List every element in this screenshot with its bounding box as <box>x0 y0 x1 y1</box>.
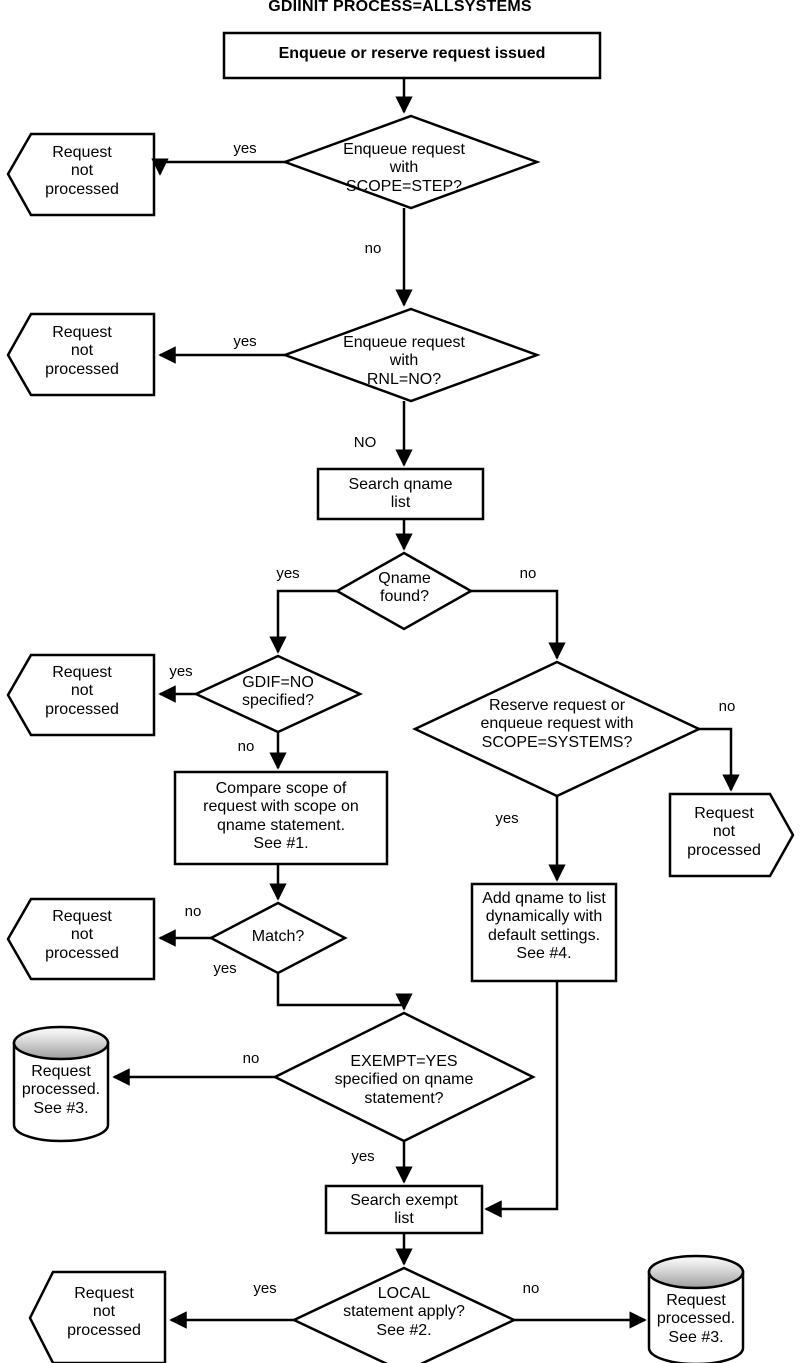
node-terminator-6 <box>30 1272 165 1363</box>
node-decision-match-label: Match? <box>251 928 305 945</box>
edge-label-d3-yes: yes <box>276 565 300 582</box>
node-terminator-3 <box>8 655 154 735</box>
node-search-qname-list-label: Search qname list <box>348 476 453 512</box>
node-decision-scope-step <box>285 116 537 208</box>
edge-label-d7-no: no <box>242 1050 260 1067</box>
node-db-processed-2 <box>649 1256 743 1363</box>
node-db-processed-2-label: Request processed. See #3. <box>656 1292 736 1346</box>
node-db-processed-1-label: Request processed. See #3. <box>21 1063 101 1117</box>
node-terminator-2 <box>8 314 154 395</box>
node-start <box>224 33 600 78</box>
edge-label-d6-yes: yes <box>495 810 519 827</box>
edge-label-d8-yes: yes <box>253 1280 277 1297</box>
edge-label-d4-no: no <box>237 738 255 755</box>
edge-label-d6-no: no <box>718 698 736 715</box>
node-decision-scope-systems-label: Reserve request or enqueue request with SCOPE=SYSTEMS? <box>480 697 634 751</box>
node-decision-rnl-no-label: Enqueue request with RNL=NO? <box>343 334 465 388</box>
node-decision-match <box>211 903 345 973</box>
edge-label-d1-yes: yes <box>233 140 257 157</box>
node-decision-exempt-yes <box>275 1013 533 1141</box>
node-search-qname-list <box>318 469 483 519</box>
edge-label-d1-no: no <box>364 240 382 257</box>
node-decision-rnl-no <box>285 309 537 401</box>
node-add-qname-label: Add qname to list dynamically with default settings. See #4. <box>482 890 606 963</box>
edge-label-d5-yes: yes <box>213 960 237 977</box>
node-decision-qname-found <box>337 553 471 629</box>
node-start-label: Enqueue or reserve request issued <box>278 45 546 62</box>
edge-label-d7-yes: yes <box>351 1148 375 1165</box>
node-terminator-3-label: Request not processed <box>45 664 119 718</box>
edge-label-d2-no: NO <box>353 434 377 451</box>
node-terminator-4 <box>8 899 154 979</box>
node-decision-gdif-no-label: GDIF=NO specified? <box>241 674 315 710</box>
edge-label-d2-yes: yes <box>233 333 257 350</box>
node-terminator-5 <box>670 794 793 876</box>
node-decision-exempt-yes-label: EXEMPT=YES specified on qname statement? <box>334 1053 474 1107</box>
node-terminator-5-label: Request not processed <box>687 805 761 859</box>
node-terminator-6-label: Request not processed <box>67 1285 141 1339</box>
edge-d6-no-t5 <box>699 729 731 790</box>
edge-d5-yes-d7 <box>278 973 404 1009</box>
node-decision-gdif-no <box>196 656 360 732</box>
node-add-qname <box>472 884 616 981</box>
edge-label-d5-no: no <box>184 903 202 920</box>
diagram-title: GDIINIT PROCESS=ALLSYSTEMS <box>268 0 532 15</box>
edge-label-d4-yes: yes <box>169 663 193 680</box>
node-decision-scope-step-label: Enqueue request with SCOPE=STEP? <box>343 141 465 195</box>
node-decision-scope-systems <box>415 662 699 796</box>
node-decision-local-statement <box>294 1268 514 1363</box>
node-search-exempt-list-label: Search exempt list <box>350 1192 458 1228</box>
edge-d1-yes-t1 <box>160 162 285 174</box>
edge-d3-no-d6 <box>471 591 557 658</box>
node-decision-qname-found-label: Qname found? <box>378 570 431 606</box>
node-terminator-4-label: Request not processed <box>45 908 119 962</box>
edge-d3-yes-d4 <box>278 591 337 652</box>
node-terminator-1 <box>8 134 154 215</box>
node-decision-local-statement-label: LOCAL statement apply? See #2. <box>343 1285 465 1339</box>
node-terminator-2-label: Request not processed <box>45 324 119 378</box>
node-search-exempt-list <box>326 1186 482 1233</box>
edge-label-d3-no: no <box>519 565 537 582</box>
node-compare-scope <box>175 772 387 864</box>
node-terminator-1-label: Request not processed <box>45 144 119 198</box>
node-compare-scope-label: Compare scope of request with scope on qname statement. See #1. <box>203 780 359 853</box>
node-db-processed-1 <box>14 1027 108 1141</box>
edge-label-d8-no: no <box>522 1280 540 1297</box>
